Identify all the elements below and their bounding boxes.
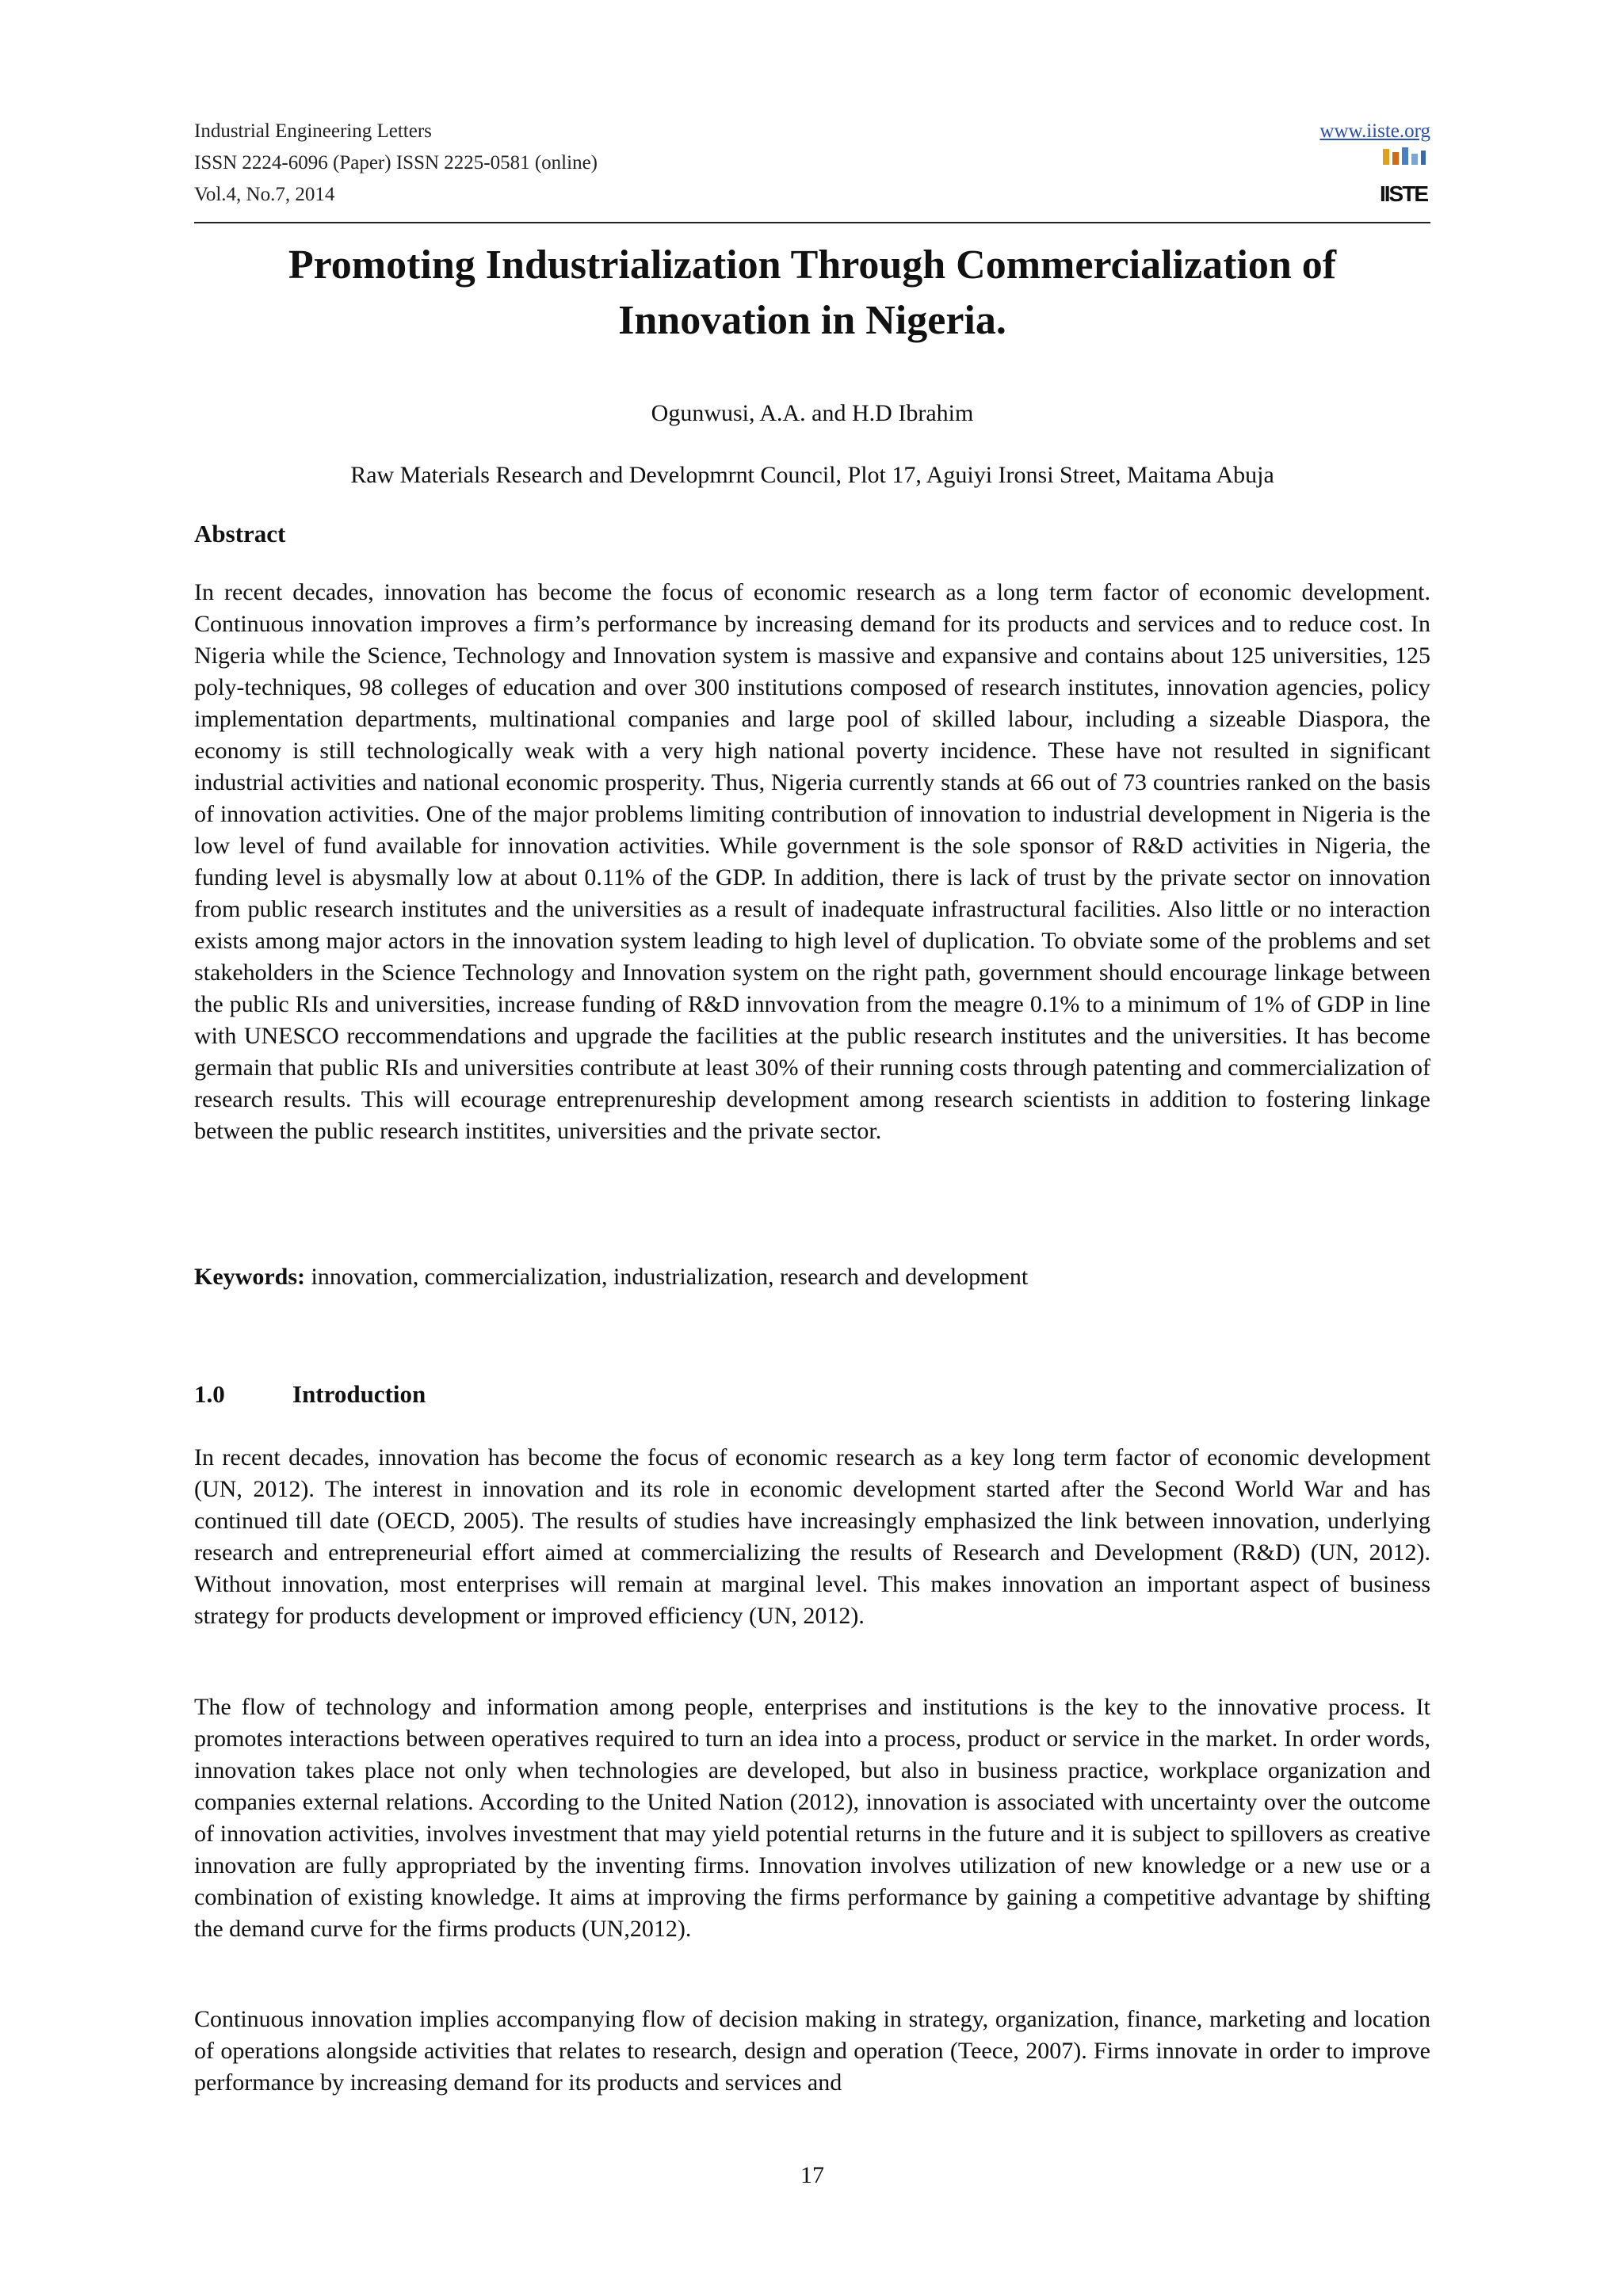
keywords-line [194, 1261, 1430, 1293]
abstract-heading: Abstract [194, 520, 286, 547]
journal-website-link[interactable]: www.iiste.org [1319, 120, 1430, 142]
intro-paragraph-2: The flow of technology and information among people, enterprises and institutions is the key to the innovative process. It promotes interactions between operatives required to turn an idea into a process, product or service in the market. In order words, innovation takes place not only when technologies are developed, but also in business practice, workplace organization and companies external relations. According to the United Nation (2012), innovation is associated with uncertainty over the outcome of innovation activities, involves investment that may yield potential returns in the future and it is subject to spillovers as creative innovation are fully appropriated by the inventing firms. Innovation involves utilization of new knowledge or a new use or a combination of existing knowledge. It aims at improving the firms performance by gaining a competitive advantage by shifting the demand curve for the firms products (UN,2012). [194, 1694, 1430, 1942]
journal-name: Industrial Engineering Letters [194, 120, 432, 142]
section-number: 1.0 [194, 1380, 225, 1408]
paper-page [194, 0, 1430, 2296]
journal-issn: ISSN 2224-6096 (Paper) ISSN 2225-0581 (online) [194, 152, 598, 174]
journal-info [194, 116, 598, 211]
intro-paragraph-1: In recent decades, innovation has become the focus of economic research as a key long term factor of economic development (UN, 2012). The interest in innovation and its role in economic development started after the Second World War and has continued till date (OECD, 2005). The results of studies have increasingly emphasized the link between innovation, underlying research and entrepreneurial effort aimed at commercializing the results of Research and Development (R&D) (UN, 2012). Without innovation, most enterprises will remain at marginal level. This makes innovation an important aspect of business strategy for products development or improved efficiency (UN, 2012). [194, 1444, 1430, 1629]
author-affiliation: Raw Materials Research and Developmrnt Council, Plot 17, Aguiyi Ironsi Street, Maitama Abuja [350, 462, 1274, 488]
keywords-label: Keywords: [194, 1264, 305, 1290]
journal-header [194, 111, 1430, 223]
section-heading-introduction [194, 1379, 426, 1410]
keywords-text: innovation, commercialization, industrialization, research and development [304, 1264, 1029, 1290]
journal-volume: Vol.4, No.7, 2014 [194, 184, 335, 205]
abstract-text: In recent decades, innovation has become the focus of economic research as a long term factor of economic development. Continuous innovation improves a firm’s performance by increasing demand for its products and services and to reduce cost. In Nigeria while the Science, Technology and Innovation system is massive and expansive and contains about 125 universities, 125 poly-techniques, 98 colleges of education and over 300 institutions composed of research institutes, innovation agencies, policy implementation departments, multinational companies and large pool of skilled labour, including a sizeable Diaspora, the economy is still technologically weak with a very high national poverty incidence. These have not resulted in significant industrial activities and national economic prosperity. Thus, Nigeria currently stands at 66 out of 73 countries ranked on the basis of innovation activities. One of the major problems limiting contribution of innovation to industrial development in Nigeria is the low level of fund available for innovation activities. While government is the sole sponsor of R&D activities in Nigeria, the funding level is abysmally low at about 0.11% of the GDP. In addition, there is lack of trust by the private sector on innovation from public research institutes and the universities as a result of inadequate infrastructural facilities. Also little or no interaction exists among major actors in the innovation system leading to high level of duplication. To obviate some of the problems and set stakeholders in the Science Technology and Innovation system on the right path, government should encourage linkage between the public RIs and universities, increase funding of R&D innvovation from the meagre 0.1% to a minimum of 1% of GDP in line with UNESCO reccommendations and upgrade the facilities at the public research institutes and the universities. It has become germain that public RIs and universities contribute at least 30% of their running costs through patenting and commercialization of research results. This will ecourage entreprenureship development among research scientists in addition to fostering linkage between the public research institites, universities and the private sector. [194, 579, 1430, 1144]
article-authors: Ogunwusi, A.A. and H.D Ibrahim [651, 400, 974, 426]
iiste-logo-icon [1378, 146, 1429, 214]
article-title: Promoting Industrialization Through Commercialization of Innovation in Nigeria. [288, 242, 1337, 343]
intro-paragraph-3: Continuous innovation implies accompanying flow of decision making in strategy, organization, finance, marketing and location of operations alongside activities that relates to research, design and operation (Teece, 2007). Firms innovate in order to improve performance by increasing demand for its products and services and [194, 2006, 1430, 2096]
logo-wordmark: IISTE [1379, 181, 1428, 206]
section-title: Introduction [292, 1380, 426, 1408]
page-number: 17 [800, 2162, 824, 2188]
